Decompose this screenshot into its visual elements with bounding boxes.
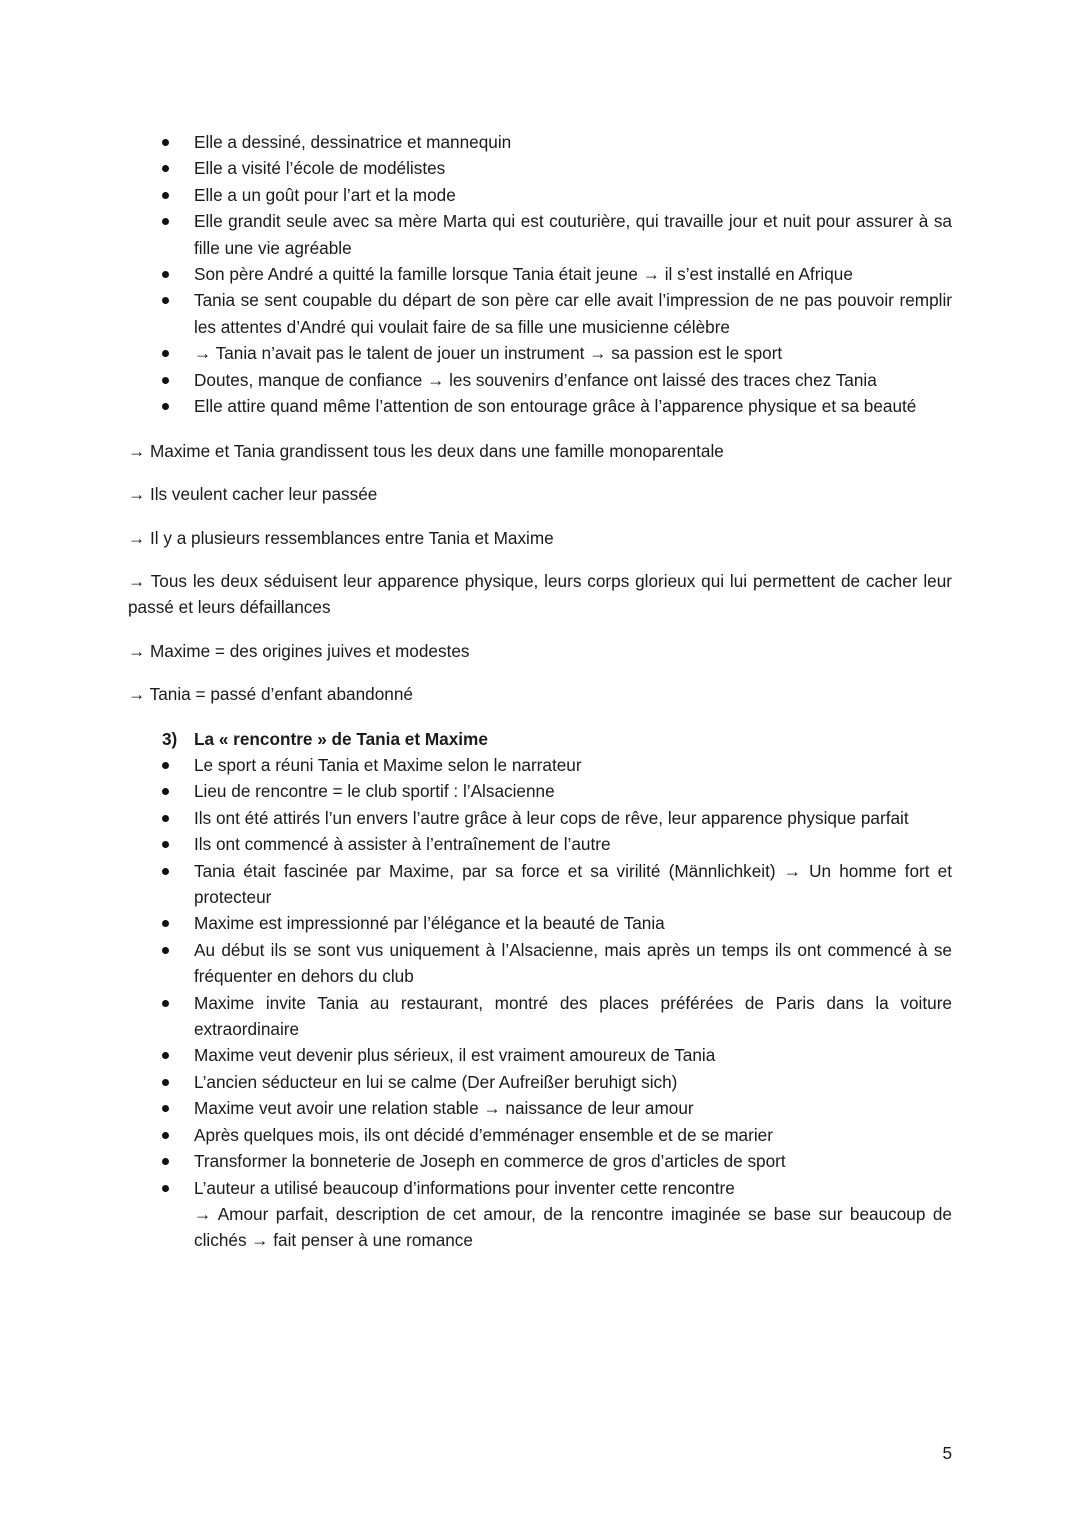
list-item: Elle a visité l’école de modélistes xyxy=(0,155,1080,181)
bullet-icon xyxy=(162,815,169,822)
list-item: L’auteur a utilisé beaucoup d’informations pour inventer cette rencontre → Amour parfait, description de cet amour, de la rencontre imaginée se base sur beaucoup de clichés → fait penser à une romance xyxy=(0,1175,1080,1254)
list-item: Elle attire quand même l’attention de son entourage grâce à l’apparence physique et sa beauté xyxy=(0,393,1080,419)
list-item: Doutes, manque de confiance → les souvenirs d’enfance ont laissé des traces chez Tania xyxy=(0,367,1080,393)
summary-paragraph: → Il y a plusieurs ressemblances entre Tania et Maxime xyxy=(128,528,554,548)
list-item-continuation: → Amour parfait, description de cet amour, de la rencontre imaginée se base sur beaucoup de clichés → fait penser à une romance xyxy=(194,1203,952,1251)
section-heading xyxy=(162,726,488,752)
list-item: Maxime veut devenir plus sérieux, il est vraiment amoureux de Tania xyxy=(0,1042,1080,1068)
list-item: Le sport a réuni Tania et Maxime selon le narrateur xyxy=(0,752,1080,778)
bullet-icon xyxy=(162,165,169,172)
list-item: → Tania n’avait pas le talent de jouer un instrument → sa passion est le sport xyxy=(0,340,1080,366)
list-item: Maxime veut avoir une relation stable → naissance de leur amour xyxy=(0,1095,1080,1121)
list-item: Après quelques mois, ils ont décidé d’emménager ensemble et de se marier xyxy=(0,1122,1080,1148)
bullet-icon xyxy=(162,403,169,410)
bullet-icon xyxy=(162,1052,169,1059)
section-title: La « rencontre » de Tania et Maxime xyxy=(194,729,488,749)
list-item: Maxime invite Tania au restaurant, montré des places préférées de Paris dans la voiture extraordinaire xyxy=(0,990,1080,1043)
bullet-icon xyxy=(162,841,169,848)
bullet-icon xyxy=(162,1105,169,1112)
bullet-icon xyxy=(162,218,169,225)
bullet-icon xyxy=(162,947,169,954)
bullet-icon xyxy=(162,350,169,357)
summary-paragraph: → Maxime = des origines juives et modestes xyxy=(128,641,470,661)
bullet-icon xyxy=(162,788,169,795)
bullet-icon xyxy=(162,762,169,769)
list-item: Ils ont été attirés l’un envers l’autre grâce à leur cops de rêve, leur apparence physique parfait xyxy=(0,805,1080,831)
bullet-icon xyxy=(162,377,169,384)
page-number: 5 xyxy=(942,1443,952,1463)
summary-paragraph: → Tania = passé d’enfant abandonné xyxy=(128,684,413,704)
list-item: Transformer la bonneterie de Joseph en commerce de gros d’articles de sport xyxy=(0,1148,1080,1174)
list-item: Tania se sent coupable du départ de son père car elle avait l’impression de ne pas pouvoir remplir les attentes d’André qui voulait faire de sa fille une musicienne célèbre xyxy=(0,287,1080,340)
list-item: Elle a un goût pour l’art et la mode xyxy=(0,182,1080,208)
bullet-icon xyxy=(162,1000,169,1007)
bullet-icon xyxy=(162,920,169,927)
list-item: Maxime est impressionné par l’élégance et la beauté de Tania xyxy=(0,910,1080,936)
list-item: Lieu de rencontre = le club sportif : l’Alsacienne xyxy=(0,778,1080,804)
bullet-icon xyxy=(162,297,169,304)
summary-paragraph: → Maxime et Tania grandissent tous les deux dans une famille monoparentale xyxy=(128,441,724,461)
list-item: Tania était fascinée par Maxime, par sa force et sa virilité (Männlichkeit) → Un homme fort et protecteur xyxy=(0,858,1080,911)
list-item: Elle grandit seule avec sa mère Marta qui est couturière, qui travaille jour et nuit pour assurer à sa fille une vie agréable xyxy=(0,208,1080,261)
bullet-icon xyxy=(162,1079,169,1086)
list-item: Au début ils se sont vus uniquement à l’Alsacienne, mais après un temps ils ont commencé à se fréquenter en dehors du club xyxy=(0,937,1080,990)
list-item: L’ancien séducteur en lui se calme (Der Aufreißer beruhigt sich) xyxy=(0,1069,1080,1095)
bullet-icon xyxy=(162,1158,169,1165)
list-item: Son père André a quitté la famille lorsque Tania était jeune → il s’est installé en Afrique xyxy=(0,261,1080,287)
summary-paragraph: → Tous les deux séduisent leur apparence physique, leurs corps glorieux qui lui permettent de cacher leur passé et leurs défaillances xyxy=(128,571,952,618)
summary-paragraph: → Ils veulent cacher leur passée xyxy=(128,484,378,504)
bullet-icon xyxy=(162,271,169,278)
section-number: 3) xyxy=(162,729,178,749)
bullet-icon xyxy=(162,1185,169,1192)
bullet-list-tania-background xyxy=(0,129,1080,419)
bullet-icon xyxy=(162,1132,169,1139)
bullet-icon xyxy=(162,192,169,199)
bullet-icon xyxy=(162,139,169,146)
list-item: Ils ont commencé à assister à l’entraînement de l’autre xyxy=(0,831,1080,857)
bullet-icon xyxy=(162,868,169,875)
bullet-list-rencontre xyxy=(0,752,1080,1254)
list-item: Elle a dessiné, dessinatrice et mannequin xyxy=(0,129,1080,155)
